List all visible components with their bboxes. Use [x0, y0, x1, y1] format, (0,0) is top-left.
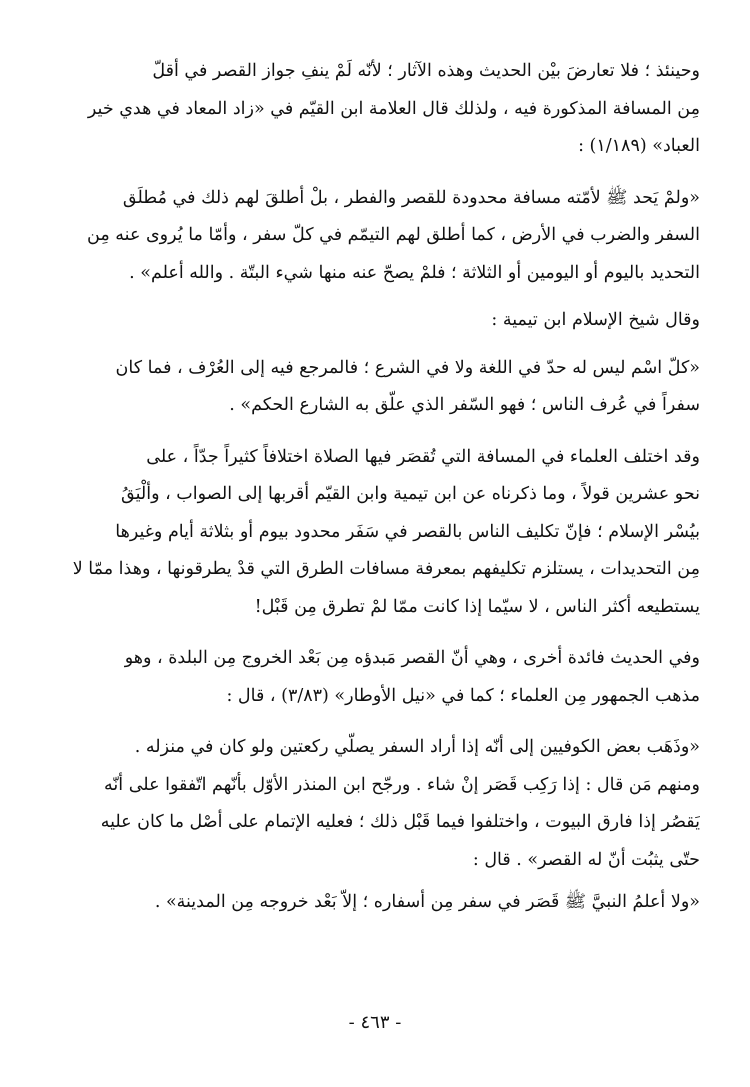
text-line: نحو عشرين قولاً ، وما ذكرناه عن ابن تيمية وابن القيّم أقربها إلى الصواب ، وألْيَقُ	[121, 484, 700, 504]
text-line: العباد» (١/١٨٩) :	[578, 136, 700, 156]
text-line: «ولمْ يَحد ﷺ لأمّته مسافة محدودة للقصر والفطر ، بلْ أطلقَ لهم ذلك في مُطلَق	[122, 187, 700, 208]
text-line: مذهب الجمهور مِن العلماء ؛ كما في «نيل الأوطار» (٣/٨٣) ، قال :	[226, 685, 700, 706]
text-line: مِن التحديدات ، يستلزم تكليفهم بمعرفة مسافات الطرق التي قدْ يطرقونها ، وهذا ممّا لا	[72, 559, 700, 579]
text-line: ومنهم مَن قال : إذا رَكِب قَصَر إنْ شاء . ورجّح ابن المنذر الأوّل بأنّهم اتّفقوا على أنّه	[104, 774, 700, 795]
text-line: وحينئذ ؛ فلا تعارضَ بيْن الحديث وهذه الآثار ؛ لأنّه لَمْ ينفِ جواز القصر في أقلّ	[152, 61, 700, 81]
paragraph-scholars-disagreement	[60, 439, 700, 627]
page-number: - ٤٦٣ -	[348, 1012, 402, 1033]
paragraph-another-benefit	[60, 640, 700, 715]
quote-nayl-al-awtar	[60, 729, 700, 879]
quote-final	[60, 884, 700, 922]
text-line: حتّى يثبُت أنّ له القصر» . قال :	[472, 849, 700, 870]
paragraph-1	[60, 53, 700, 166]
book-page	[60, 48, 700, 1048]
text-line: «وذَهَب بعض الكوفيين إلى أنّه إذا أراد السفر يصلّي ركعتين ولو كان في منزله .	[134, 737, 700, 757]
text-line: سفراً في عُرف الناس ؛ فهو السّفر الذي علّق به الشارع الحكم» .	[229, 395, 700, 415]
text-line: يستطيعه أكثر الناس ، لا سيّما إذا كانت ممّا لمْ تطرق مِن قَبْل!	[254, 596, 700, 617]
text-line: بيُسْر الإسلام ؛ فإنّ تكليف الناس بالقصر في سَفَر محدود بيوم أو بثلاثة أيام وغيرها	[115, 521, 700, 542]
text-line: يَقصُر إذا فارق البيوت ، واختلفوا فيما قَبْل ذلك ؛ فعليه الإتمام على أصْل ما كان عليه	[100, 812, 700, 832]
text-line: وقال شيخ الإسلام ابن تيمية :	[491, 310, 700, 330]
text-line: وقد اختلف العلماء في المسافة التي تُقصَر فيها الصلاة اختلافاً كثيراً جدّاً ، على	[146, 446, 700, 467]
paragraph-ibn-taymiyyah-intro	[60, 302, 700, 340]
text-line: التحديد باليوم أو اليومين أو الثلاثة ؛ فلمْ يصحّ عنه منها شيء البتّة . والله أعلم» .	[129, 262, 700, 283]
quote-ibn-taymiyyah	[60, 350, 700, 425]
text-line: «كلّ اسْم ليس له حدّ في اللغة ولا في الشرع ؛ فالمرجع فيه إلى العُرْف ، فما كان	[115, 357, 700, 378]
text-line: وفي الحديث فائدة أخرى ، وهي أنّ القصر مَبدؤه مِن بَعْد الخروج مِن البلدة ، وهو	[124, 648, 700, 668]
quote-ibn-al-qayyim	[60, 180, 700, 293]
text-line: «ولا أعلمُ النبيَّ ﷺ قَصَر في سفر مِن أسفاره ؛ إلاّ بَعْد خروجه مِن المدينة» .	[154, 892, 700, 912]
text-line: مِن المسافة المذكورة فيه ، ولذلك قال العلامة ابن القيّم في «زاد المعاد في هدي خير	[87, 98, 700, 119]
text-line: السفر والضرب في الأرض ، كما أطلق لهم التيمّم في كلّ سفر ، وأمّا ما يُروى عنه مِن	[87, 225, 700, 245]
